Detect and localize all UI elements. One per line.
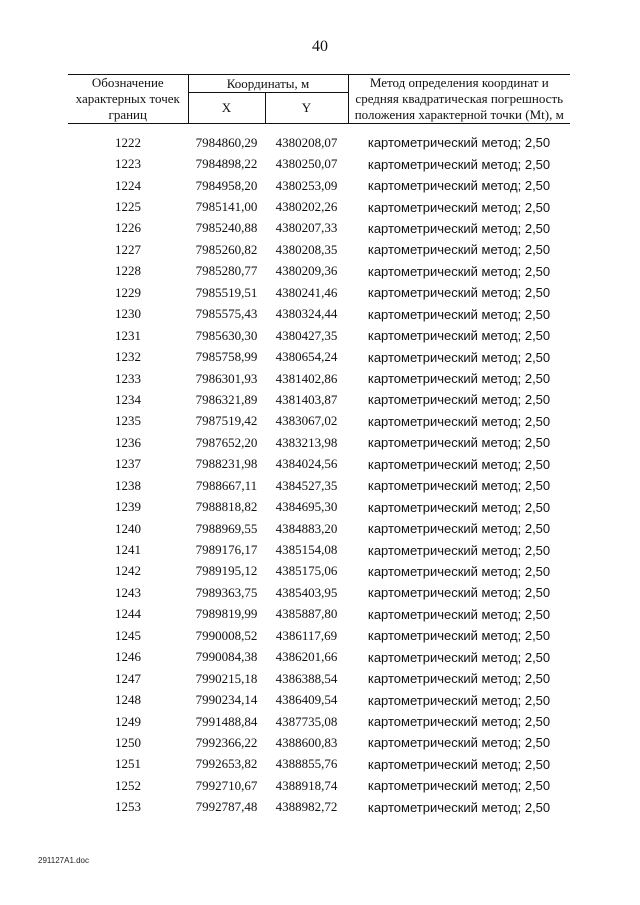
x-coordinate-cell: 7989195,12: [195, 563, 258, 579]
point-id-cell: 1246: [115, 649, 141, 665]
y-coordinate-cell: 4384695,30: [275, 499, 338, 515]
y-coordinate-cell: 4388918,74: [275, 777, 338, 793]
y-coordinate-cell: 4380253,09: [275, 177, 338, 193]
x-coordinate-cell: 7988818,82: [195, 499, 258, 515]
coordinates-table: [68, 74, 570, 818]
table-row: [68, 711, 570, 732]
y-coordinate-cell: 4384527,35: [275, 477, 338, 493]
method-cell: картометрический метод; 2,50: [367, 628, 551, 644]
x-coordinate-cell: 7985141,00: [195, 199, 258, 215]
method-cell: картометрический метод; 2,50: [367, 135, 551, 151]
y-coordinate-cell: 4385175,06: [275, 563, 338, 579]
point-id-cell: 1238: [115, 477, 141, 493]
point-id-cell: 1250: [115, 734, 141, 750]
y-coordinate-cell: 4388600,83: [275, 734, 338, 750]
x-coordinate-cell: 7987519,42: [195, 413, 258, 429]
y-coordinate-cell: 4380202,26: [275, 199, 338, 215]
table-row: [68, 175, 570, 196]
y-coordinate-cell: 4386388,54: [275, 670, 338, 686]
point-id-cell: 1222: [115, 134, 141, 150]
method-cell: картометрический метод; 2,50: [367, 563, 551, 579]
point-id-cell: 1247: [115, 670, 141, 686]
method-cell: картометрический метод; 2,50: [367, 606, 551, 622]
method-cell: картометрический метод; 2,50: [367, 371, 551, 387]
y-coordinate-cell: 4387735,08: [275, 713, 338, 729]
point-id-cell: 1232: [115, 349, 141, 365]
x-coordinate-cell: 7985280,77: [195, 263, 258, 279]
method-cell: картометрический метод; 2,50: [367, 671, 551, 687]
y-coordinate-cell: 4380427,35: [275, 327, 338, 343]
method-cell: картометрический метод; 2,50: [367, 306, 551, 322]
y-coordinate-cell: 4385887,80: [275, 606, 338, 622]
y-coordinate-cell: 4380209,36: [275, 263, 338, 279]
x-coordinate-cell: 7984898,22: [195, 156, 258, 172]
y-coordinate-cell: 4380208,35: [275, 241, 338, 257]
table-row: [68, 325, 570, 346]
table-row: [68, 582, 570, 603]
point-id-cell: 1233: [115, 370, 141, 386]
point-id-cell: 1240: [115, 520, 141, 536]
x-coordinate-cell: 7987652,20: [195, 434, 258, 450]
method-cell: картометрический метод; 2,50: [367, 585, 551, 601]
method-cell: картометрический метод; 2,50: [367, 756, 551, 772]
table-row: [68, 539, 570, 560]
table-row: [68, 518, 570, 539]
x-coordinate-cell: 7985575,43: [195, 306, 258, 322]
method-cell: картометрический метод; 2,50: [367, 242, 551, 258]
table-row: [68, 668, 570, 689]
point-id-cell: 1230: [115, 306, 141, 322]
point-id-cell: 1229: [115, 284, 141, 300]
method-cell: картометрический метод; 2,50: [367, 156, 551, 172]
y-coordinate-cell: 4380250,07: [275, 156, 338, 172]
table-row: [68, 304, 570, 325]
table-row: [68, 454, 570, 475]
header-y: Y: [265, 93, 348, 124]
x-coordinate-cell: 7985240,88: [195, 220, 258, 236]
x-coordinate-cell: 7989363,75: [195, 584, 258, 600]
table-row: [68, 689, 570, 710]
y-coordinate-cell: 4383213,98: [275, 434, 338, 450]
x-coordinate-cell: 7985260,82: [195, 241, 258, 257]
table-row: [68, 346, 570, 367]
table-row: [68, 604, 570, 625]
table-row: [68, 368, 570, 389]
x-coordinate-cell: 7988969,55: [195, 520, 258, 536]
y-coordinate-cell: 4388982,72: [275, 799, 338, 815]
method-cell: картометрический метод; 2,50: [367, 349, 551, 365]
point-id-cell: 1248: [115, 692, 141, 708]
y-coordinate-cell: 4380208,07: [275, 134, 338, 150]
x-coordinate-cell: 7992787,48: [195, 799, 258, 815]
point-id-cell: 1235: [115, 413, 141, 429]
point-id-cell: 1234: [115, 391, 141, 407]
table-row: [68, 196, 570, 217]
x-coordinate-cell: 7990215,18: [195, 670, 258, 686]
point-id-cell: 1243: [115, 584, 141, 600]
y-coordinate-cell: 4380654,24: [275, 349, 338, 365]
point-id-cell: 1226: [115, 220, 141, 236]
method-cell: картометрический метод; 2,50: [367, 199, 551, 215]
method-cell: картометрический метод; 2,50: [367, 542, 551, 558]
y-coordinate-cell: 4385403,95: [275, 584, 338, 600]
table-row: [68, 261, 570, 282]
x-coordinate-cell: 7988667,11: [195, 477, 258, 493]
table-row: [68, 496, 570, 517]
table-row: [68, 732, 570, 753]
table-row: [68, 389, 570, 410]
y-coordinate-cell: 4384883,20: [275, 520, 338, 536]
y-coordinate-cell: 4383067,02: [275, 413, 338, 429]
point-id-cell: 1241: [115, 542, 141, 558]
header-point-designation: Обозначение характерных точек границ: [68, 75, 188, 124]
table-row: [68, 411, 570, 432]
table-row: [68, 625, 570, 646]
method-cell: картометрический метод; 2,50: [367, 521, 551, 537]
point-id-cell: 1236: [115, 434, 141, 450]
x-coordinate-cell: 7984958,20: [195, 177, 258, 193]
point-id-cell: 1239: [115, 499, 141, 515]
y-coordinate-cell: 4380241,46: [275, 284, 338, 300]
y-coordinate-cell: 4388855,76: [275, 756, 338, 772]
x-coordinate-cell: 7992710,67: [195, 777, 258, 793]
point-id-cell: 1237: [115, 456, 141, 472]
method-cell: картометрический метод; 2,50: [367, 328, 551, 344]
point-id-cell: 1252: [115, 777, 141, 793]
y-coordinate-cell: 4380324,44: [275, 306, 338, 322]
header-x: X: [188, 93, 265, 124]
table-row: [68, 132, 570, 153]
y-coordinate-cell: 4385154,08: [275, 542, 338, 558]
x-coordinate-cell: 7989176,17: [195, 542, 258, 558]
method-cell: картометрический метод; 2,50: [367, 649, 551, 665]
table-row: [68, 647, 570, 668]
document-reference: 291127A1.doc: [38, 856, 90, 865]
x-coordinate-cell: 7986321,89: [195, 391, 258, 407]
method-cell: картометрический метод; 2,50: [367, 392, 551, 408]
x-coordinate-cell: 7985630,30: [195, 327, 258, 343]
x-coordinate-cell: 7985758,99: [195, 349, 258, 365]
x-coordinate-cell: 7990234,14: [195, 692, 258, 708]
method-cell: картометрический метод; 2,50: [367, 178, 551, 194]
point-id-cell: 1225: [115, 199, 141, 215]
method-cell: картометрический метод; 2,50: [367, 413, 551, 429]
point-id-cell: 1223: [115, 156, 141, 172]
y-coordinate-cell: 4384024,56: [275, 456, 338, 472]
y-coordinate-cell: 4380207,33: [275, 220, 338, 236]
point-id-cell: 1251: [115, 756, 141, 772]
method-cell: картометрический метод; 2,50: [367, 692, 551, 708]
point-id-cell: 1228: [115, 263, 141, 279]
table-row: [68, 561, 570, 582]
x-coordinate-cell: 7990084,38: [195, 649, 258, 665]
x-coordinate-cell: 7984860,29: [195, 134, 258, 150]
x-coordinate-cell: 7990008,52: [195, 627, 258, 643]
method-cell: картометрический метод; 2,50: [367, 435, 551, 451]
point-id-cell: 1253: [115, 799, 141, 815]
table-row: [68, 797, 570, 818]
method-cell: картометрический метод; 2,50: [367, 456, 551, 472]
x-coordinate-cell: 7992366,22: [195, 734, 258, 750]
method-cell: картометрический метод; 2,50: [367, 499, 551, 515]
y-coordinate-cell: 4381402,86: [275, 370, 338, 386]
method-cell: картометрический метод; 2,50: [367, 220, 551, 236]
y-coordinate-cell: 4386409,54: [275, 692, 338, 708]
x-coordinate-cell: 7992653,82: [195, 756, 258, 772]
method-cell: картометрический метод; 2,50: [367, 714, 551, 730]
table-row: [68, 282, 570, 303]
table-row: [68, 218, 570, 239]
method-cell: картометрический метод; 2,50: [367, 285, 551, 301]
header-method: Метод определения координат и средняя квадратическая погрешность положения характерной точки (Mt), м: [348, 75, 570, 124]
point-id-cell: 1244: [115, 606, 141, 622]
method-cell: картометрический метод; 2,50: [367, 778, 551, 794]
table-body: [68, 124, 570, 819]
table-row: [68, 775, 570, 796]
x-coordinate-cell: 7988231,98: [195, 456, 258, 472]
x-coordinate-cell: 7991488,84: [195, 713, 258, 729]
point-id-cell: 1242: [115, 563, 141, 579]
point-id-cell: 1231: [115, 327, 141, 343]
header-coordinates: Координаты, м: [188, 75, 348, 93]
page-number: 40: [312, 38, 328, 55]
table-row: [68, 754, 570, 775]
point-id-cell: 1224: [115, 177, 141, 193]
y-coordinate-cell: 4386117,69: [275, 627, 338, 643]
x-coordinate-cell: 7986301,93: [195, 370, 258, 386]
y-coordinate-cell: 4381403,87: [275, 391, 338, 407]
method-cell: картометрический метод; 2,50: [367, 735, 551, 751]
point-id-cell: 1227: [115, 241, 141, 257]
x-coordinate-cell: 7989819,99: [195, 606, 258, 622]
table-row: [68, 153, 570, 174]
table-row: [68, 239, 570, 260]
method-cell: картометрический метод; 2,50: [367, 799, 551, 815]
x-coordinate-cell: 7985519,51: [195, 284, 258, 300]
table-header: [68, 75, 570, 124]
point-id-cell: 1249: [115, 713, 141, 729]
point-id-cell: 1245: [115, 627, 141, 643]
table-row: [68, 432, 570, 453]
y-coordinate-cell: 4386201,66: [275, 649, 338, 665]
table-row: [68, 475, 570, 496]
method-cell: картометрический метод; 2,50: [367, 478, 551, 494]
method-cell: картометрический метод; 2,50: [367, 263, 551, 279]
